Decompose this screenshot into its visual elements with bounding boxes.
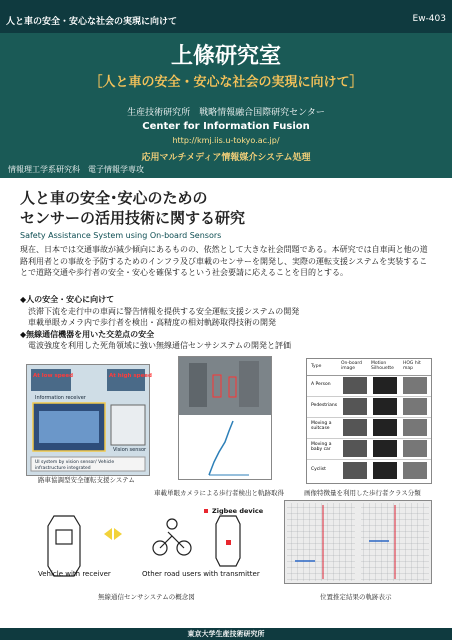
trajectory-grids: [285, 501, 431, 583]
row-label: Moving a suitcase: [311, 421, 332, 431]
zigbee-label: Zigbee device: [212, 507, 264, 515]
table-row: [307, 438, 431, 460]
footer-text: 東京大学生産技術研究所: [187, 630, 265, 638]
poster-code: Ew-403: [412, 14, 446, 24]
figure-1-caption: 路車協調型安全運転支援システム: [38, 476, 135, 484]
row-thumb: [373, 398, 397, 415]
lab-url: http://kmj.iis.u-tokyo.ac.jp/: [172, 136, 280, 145]
row-label: A Person: [311, 382, 331, 387]
label-low-speed: At low speed: [33, 373, 74, 379]
row-label: Pedestrians: [311, 403, 338, 408]
top-bar: [0, 0, 452, 33]
table-row: [307, 375, 431, 397]
header-silhouette: Motion Silhouette: [371, 361, 394, 371]
row-thumb: [343, 398, 367, 415]
bullet-list: [20, 294, 430, 352]
row-thumb: [343, 377, 367, 394]
camera-detection-figure: [178, 356, 272, 480]
vehicle-receiver-label: Vehicle with receiver: [38, 570, 111, 578]
row-label: Moving a baby car: [311, 442, 332, 452]
table-row: [307, 459, 431, 482]
body-text: 現在、日本では交通事故が減少傾向にあるものの、依然として大きな社会問題である。本研究では自車両と他の道路利用者との事故を予防するためのインフラ及び車載のセンサーを開発し、実際の運転支援システムを実装することで道路交通や歩行者の安全・安心を確保するという社会要請に応えることを目的とする。: [20, 245, 428, 277]
bullet-1: ◆人の安全・安心に向けて: [20, 295, 115, 304]
table-row: [307, 417, 431, 439]
english-title: Safety Assistance System using On-board Sensors: [20, 231, 222, 240]
figure-2-caption: 車載単眼カメラによる歩行者検出と軌跡取得: [154, 489, 284, 497]
bullet-2-item: 電波強度を利用した死角領域に強い無線通信センサシステムの開発と評価: [28, 341, 292, 350]
row-thumb: [343, 440, 367, 457]
label-high-speed: At high speed: [109, 373, 152, 379]
wireless-concept-figure: [34, 504, 280, 582]
row-label: Cyclist: [311, 467, 326, 472]
trajectory-figure: [284, 500, 432, 584]
label-ui-system: UI system by vision sensor/ Vehicle infrastructure integrated: [35, 460, 115, 471]
header-type: Type: [311, 364, 322, 369]
row-thumb: [343, 419, 367, 436]
row-thumb: [373, 462, 397, 479]
header-onboard: On-board image: [341, 361, 363, 371]
row-thumb: [403, 462, 427, 479]
row-thumb: [373, 440, 397, 457]
camera-detection-image: [179, 357, 271, 479]
classification-table-figure: [306, 358, 432, 484]
department: 情報理工学系研究科 電子情報学専攻: [8, 165, 144, 174]
system-diagram: [27, 365, 149, 475]
subtitle: ［人と車の安全・安心な社会の実現に向けて］: [89, 75, 363, 90]
footer: [0, 628, 452, 640]
label-info-receiver: Information receiver: [35, 395, 86, 401]
content-panel: [14, 178, 438, 628]
application-field: 応用マルチメディア情報媒介システム処理: [141, 153, 311, 163]
row-thumb: [403, 440, 427, 457]
header-hog: HOG hit map: [403, 361, 421, 371]
bullet-1-item: 車載単眼カメラ内で歩行者を検出・高精度の相対軌跡取得技術の開発: [28, 318, 276, 327]
row-thumb: [343, 462, 367, 479]
figure-3-caption: 画像特徴量を利用した歩行者クラス分類: [304, 489, 421, 497]
table-row: [307, 396, 431, 418]
bullet-1-item: 渋滞下流を走行中の車両に警告情報を提供する安全運転支援システムの開発: [28, 306, 300, 316]
road-users-label: Other road users with transmitter: [142, 570, 260, 578]
title-line-1: 人と車の安全･安心のための: [20, 189, 208, 207]
figure-5-caption: 位置推定結果の軌跡表示: [320, 593, 392, 601]
title-line-2: センサーの活用技術に関する研究: [20, 209, 246, 227]
row-thumb: [373, 377, 397, 394]
label-vision-sensor: Vision sensor: [113, 447, 147, 453]
row-thumb: [403, 377, 427, 394]
system-diagram-figure: [26, 364, 150, 476]
row-thumb: [373, 419, 397, 436]
lab-name: 上條研究室: [170, 44, 281, 69]
institute: 生産技術研究所 戦略情報融合国際研究センター: [127, 108, 325, 118]
research-title: [20, 188, 245, 228]
header: [0, 33, 452, 178]
center-name: Center for Information Fusion: [142, 121, 310, 132]
bullet-2: ◆無線通信機器を用いた交差点の安全: [20, 329, 155, 339]
classification-header: [307, 359, 431, 376]
figure-4-caption: 無線通信センサシステムの概念図: [98, 593, 195, 601]
top-bar-title: 人と車の安全・安心な社会の実現に向けて: [6, 17, 178, 27]
row-thumb: [403, 419, 427, 436]
row-thumb: [403, 398, 427, 415]
